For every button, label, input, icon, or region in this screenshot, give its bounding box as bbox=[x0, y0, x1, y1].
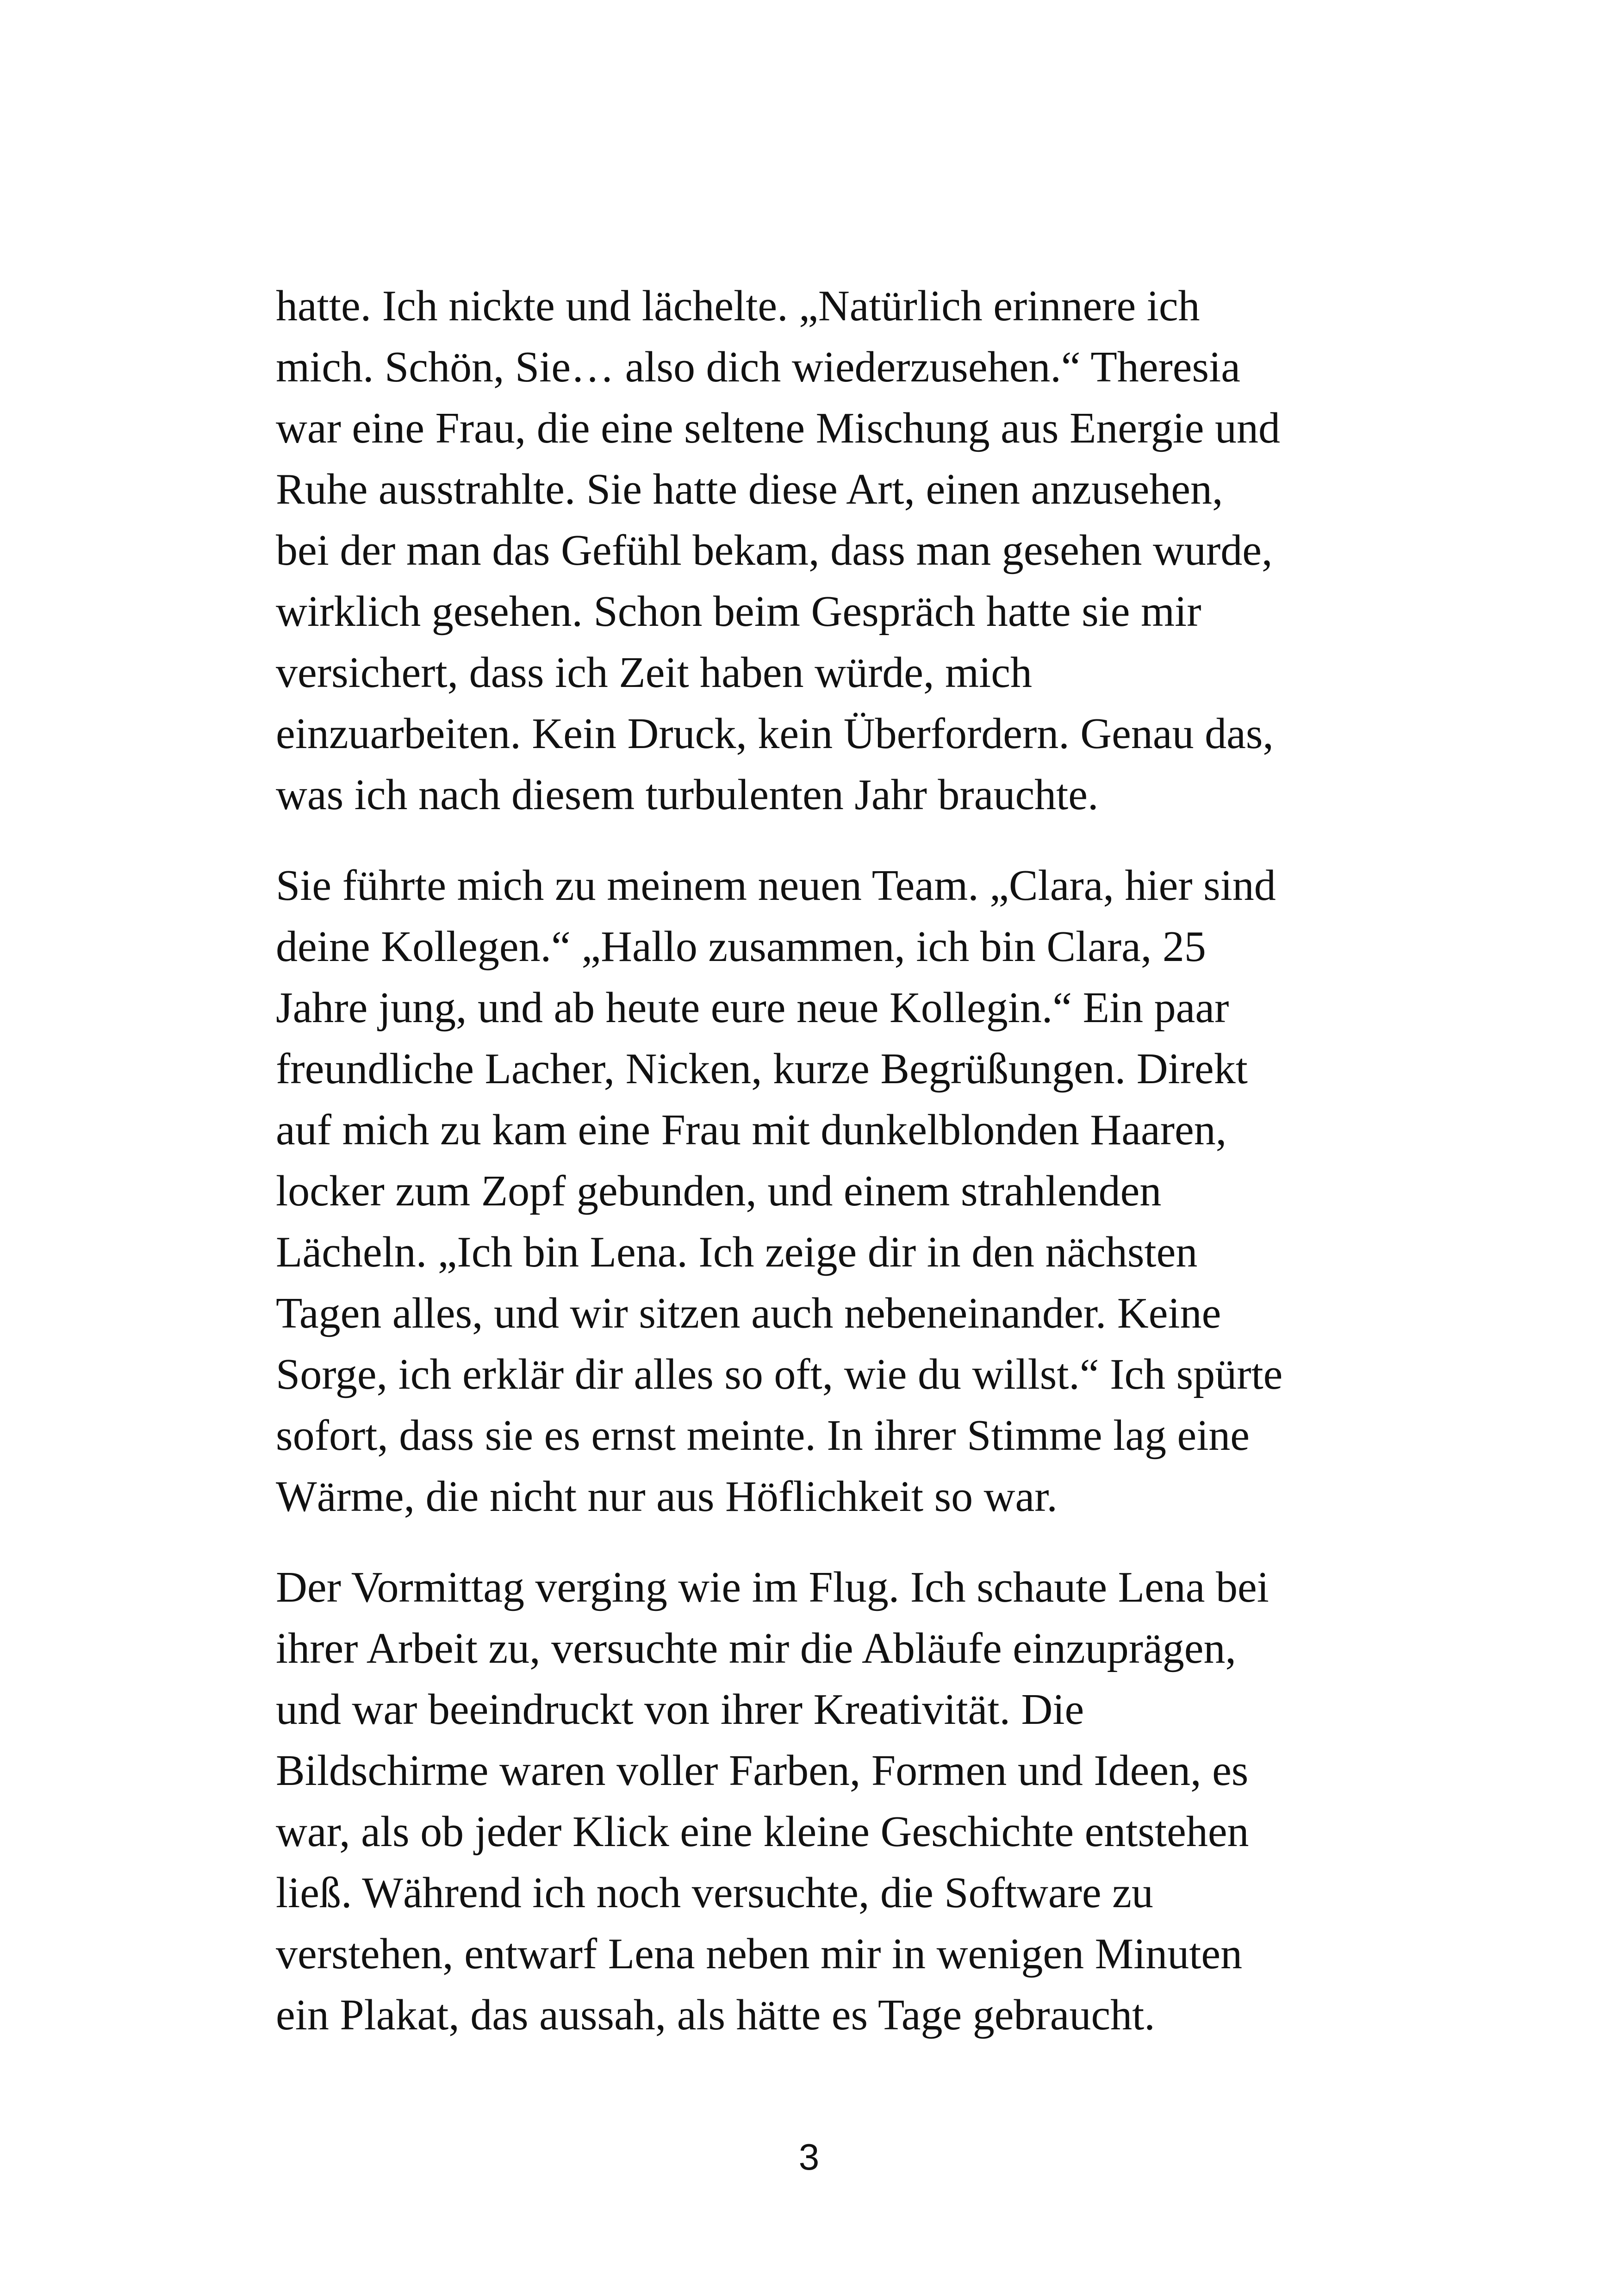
text-line: Jahre jung, und ab heute eure neue Kollegin.“ Ein paar bbox=[276, 984, 1229, 1032]
text-line: hatte. Ich nickte und lächelte. „Natürlich erinnere ich bbox=[276, 282, 1200, 330]
text-line: ließ. Während ich noch versuchte, die Software zu bbox=[276, 1869, 1153, 1917]
text-line: Bildschirme waren voller Farben, Formen und Ideen, es bbox=[276, 1747, 1249, 1795]
paragraph bbox=[276, 855, 1359, 1527]
text-line: Lächeln. „Ich bin Lena. Ich zeige dir in den nächsten bbox=[276, 1228, 1198, 1276]
text-line: freundliche Lacher, Nicken, kurze Begrüßungen. Direkt bbox=[276, 1045, 1248, 1093]
text-line: locker zum Zopf gebunden, und einem strahlenden bbox=[276, 1167, 1162, 1215]
text-line: ihrer Arbeit zu, versuchte mir die Abläufe einzuprägen, bbox=[276, 1624, 1237, 1672]
paragraph bbox=[276, 1557, 1359, 2046]
text-line: mich. Schön, Sie… also dich wiederzusehen.“ Theresia bbox=[276, 343, 1240, 391]
text-line: versichert, dass ich Zeit haben würde, mich bbox=[276, 649, 1032, 697]
text-line: auf mich zu kam eine Frau mit dunkelblonden Haaren, bbox=[276, 1106, 1227, 1154]
text-line: deine Kollegen.“ „Hallo zusammen, ich bin Clara, 25 bbox=[276, 923, 1206, 971]
text-line: bei der man das Gefühl bekam, dass man gesehen wurde, bbox=[276, 526, 1273, 574]
paragraph bbox=[276, 275, 1359, 825]
text-line: sofort, dass sie es ernst meinte. In ihrer Stimme lag eine bbox=[276, 1411, 1250, 1460]
text-line: Ruhe ausstrahlte. Sie hatte diese Art, einen anzusehen, bbox=[276, 465, 1223, 513]
text-line: war, als ob jeder Klick eine kleine Geschichte entstehen bbox=[276, 1808, 1249, 1856]
text-line: verstehen, entwarf Lena neben mir in wenigen Minuten bbox=[276, 1930, 1243, 1978]
text-line: Wärme, die nicht nur aus Höflichkeit so war. bbox=[276, 1472, 1058, 1521]
page-number: 3 bbox=[798, 2136, 820, 2177]
text-line: einzuarbeiten. Kein Druck, kein Überfordern. Genau das, bbox=[276, 710, 1274, 758]
text-line: was ich nach diesem turbulenten Jahr brauchte. bbox=[276, 771, 1099, 819]
text-line: wirklich gesehen. Schon beim Gespräch hatte sie mir bbox=[276, 587, 1201, 636]
text-line: ein Plakat, das aussah, als hätte es Tage gebraucht. bbox=[276, 1991, 1155, 2039]
text-line: Sie führte mich zu meinem neuen Team. „Clara, hier sind bbox=[276, 861, 1276, 910]
text-line: Der Vormittag verging wie im Flug. Ich schaute Lena bei bbox=[276, 1563, 1269, 1611]
text-line: und war beeindruckt von ihrer Kreativität. Die bbox=[276, 1685, 1084, 1734]
text-line: Tagen alles, und wir sitzen auch nebeneinander. Keine bbox=[276, 1289, 1221, 1337]
body-text bbox=[276, 275, 1359, 2046]
text-line: war eine Frau, die eine seltene Mischung aus Energie und bbox=[276, 404, 1281, 452]
text-line: Sorge, ich erklär dir alles so oft, wie du willst.“ Ich spürte bbox=[276, 1350, 1283, 1398]
